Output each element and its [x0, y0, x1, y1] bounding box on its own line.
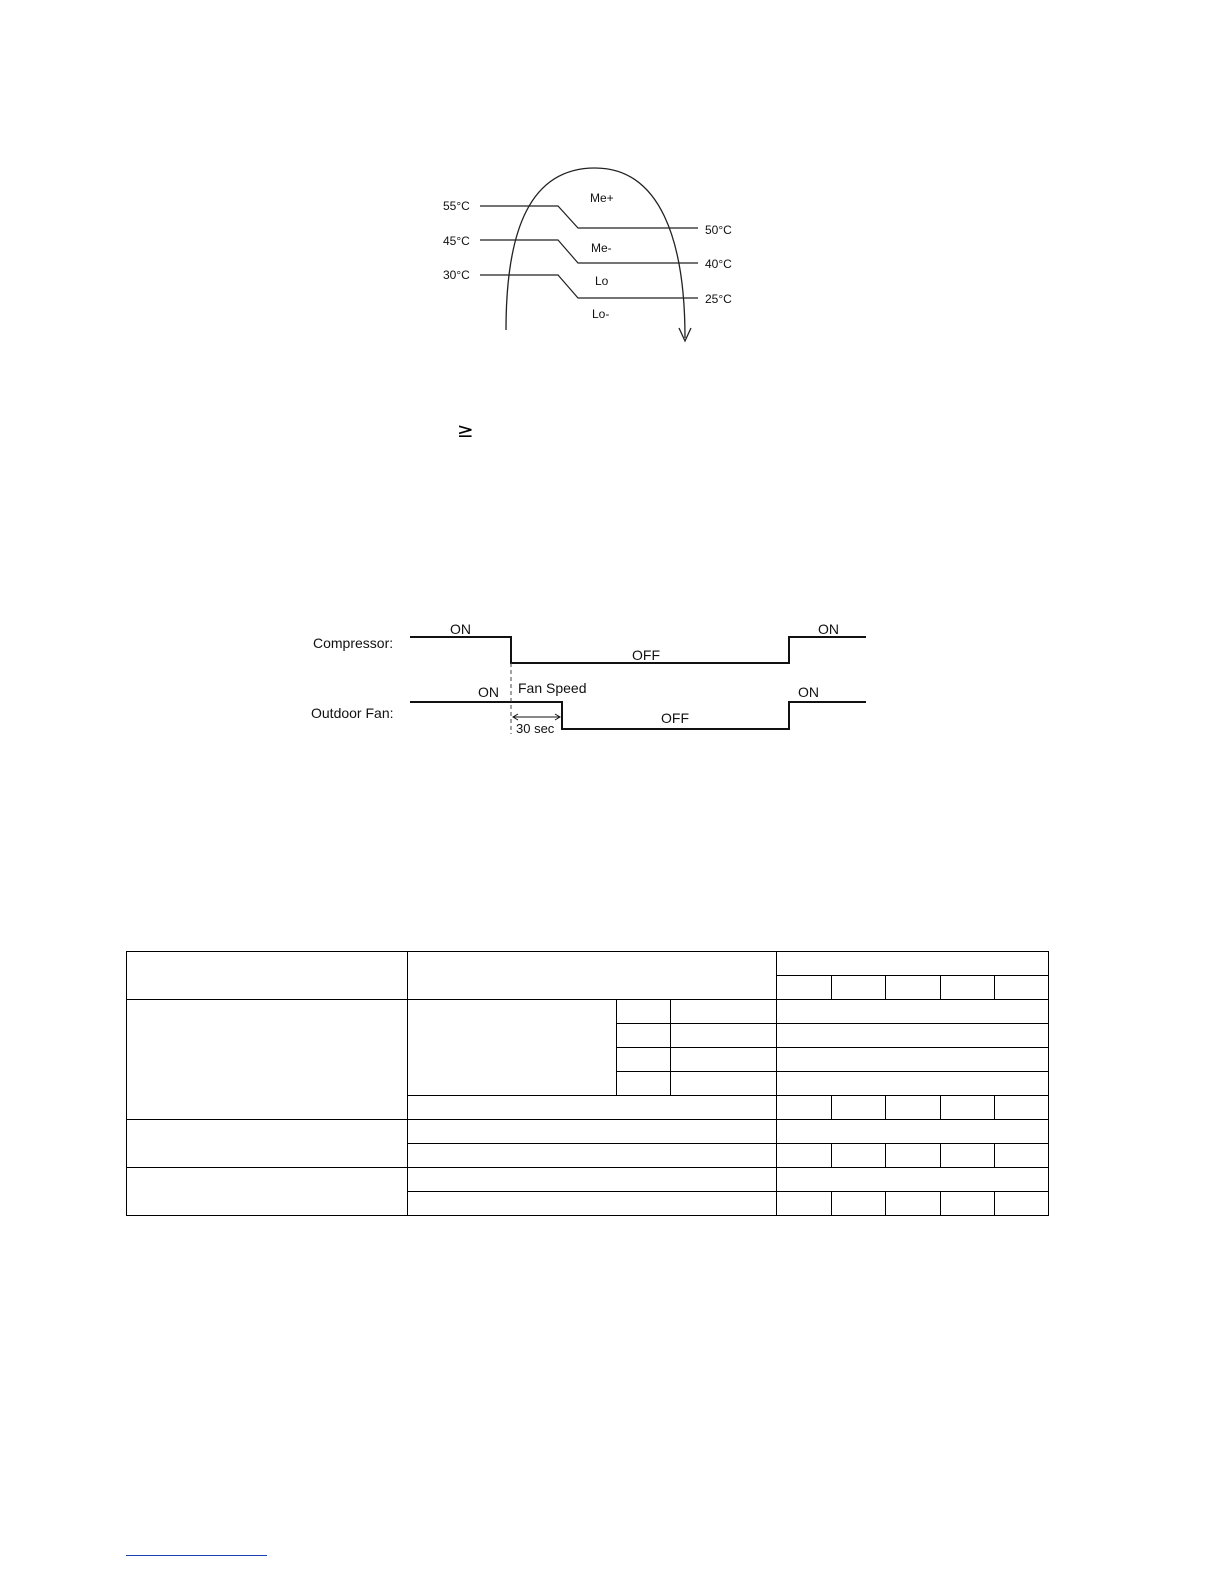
zone-label: Me- — [591, 241, 612, 255]
table-cell — [832, 1144, 886, 1168]
fan-state-label: ON — [478, 684, 499, 700]
table-cell — [127, 1120, 408, 1168]
table-cell — [671, 1072, 777, 1096]
table-cell — [777, 1120, 1049, 1144]
table-cell — [617, 1000, 671, 1024]
table-row — [127, 1000, 1049, 1024]
table-cell — [777, 1096, 832, 1120]
compressor-row-label: Compressor: — [313, 635, 394, 651]
table-cell — [408, 1096, 777, 1120]
greater-equal-symbol: ≥ — [457, 418, 474, 442]
outdoor-fan-row-label: Outdoor Fan: — [311, 705, 394, 721]
table-cell — [995, 976, 1049, 1000]
table-cell — [941, 1192, 995, 1216]
zone-label: Me+ — [590, 191, 614, 205]
table-cell — [886, 1144, 941, 1168]
compressor-state-label: ON — [818, 621, 839, 637]
zone-label: Lo- — [592, 307, 610, 321]
table-cell — [777, 1144, 832, 1168]
falling-threshold-label: 25°C — [705, 292, 732, 306]
table-cell — [127, 952, 408, 1000]
table-cell — [941, 1144, 995, 1168]
zone-label: Lo — [595, 274, 609, 288]
table-cell — [995, 1096, 1049, 1120]
table-cell — [617, 1072, 671, 1096]
table-cell — [671, 1024, 777, 1048]
table-cell — [777, 1048, 1049, 1072]
table-row — [127, 952, 1049, 976]
falling-threshold-label: 50°C — [705, 223, 732, 237]
table-cell — [995, 1144, 1049, 1168]
fan-state-label: OFF — [661, 710, 689, 726]
table-cell — [671, 1000, 777, 1024]
table-cell — [408, 1192, 777, 1216]
table-cell — [408, 1000, 617, 1096]
table-cell — [886, 1096, 941, 1120]
table-row — [127, 1120, 1049, 1144]
table-cell — [617, 1024, 671, 1048]
table-cell — [941, 976, 995, 1000]
table-cell — [671, 1048, 777, 1072]
threshold-line-lo — [480, 275, 698, 298]
table-cell — [995, 1192, 1049, 1216]
table-cell — [832, 1192, 886, 1216]
rising-threshold-label: 55°C — [443, 199, 470, 213]
delay-label: 30 sec — [516, 721, 555, 736]
table-cell — [777, 1000, 1049, 1024]
compressor-state-label: OFF — [632, 647, 660, 663]
footer-link-underline[interactable] — [126, 1555, 267, 1556]
outdoor-fan-waveform — [410, 702, 866, 729]
table-cell — [832, 976, 886, 1000]
table-cell — [777, 1072, 1049, 1096]
table-row — [127, 1168, 1049, 1192]
fan-speed-diagram — [420, 160, 750, 350]
fan-speed-label: Fan Speed — [518, 680, 587, 696]
table-cell — [777, 1024, 1049, 1048]
rising-threshold-label: 30°C — [443, 268, 470, 282]
table-cell — [777, 976, 832, 1000]
table-cell — [127, 1168, 408, 1216]
timing-diagram — [300, 610, 880, 750]
table-cell — [777, 952, 1049, 976]
table-cell — [408, 1120, 777, 1144]
falling-threshold-label: 40°C — [705, 257, 732, 271]
table-cell — [408, 952, 777, 1000]
table-cell — [886, 976, 941, 1000]
table-cell — [617, 1048, 671, 1072]
rising-threshold-label: 45°C — [443, 234, 470, 248]
table-cell — [408, 1144, 777, 1168]
specification-table — [126, 951, 1049, 1216]
table-cell — [886, 1192, 941, 1216]
table-cell — [777, 1192, 832, 1216]
fan-state-label: ON — [798, 684, 819, 700]
table-cell — [832, 1096, 886, 1120]
compressor-state-label: ON — [450, 621, 471, 637]
table-cell — [777, 1168, 1049, 1192]
table-cell — [941, 1096, 995, 1120]
table-cell — [127, 1000, 408, 1120]
table-cell — [408, 1168, 777, 1192]
